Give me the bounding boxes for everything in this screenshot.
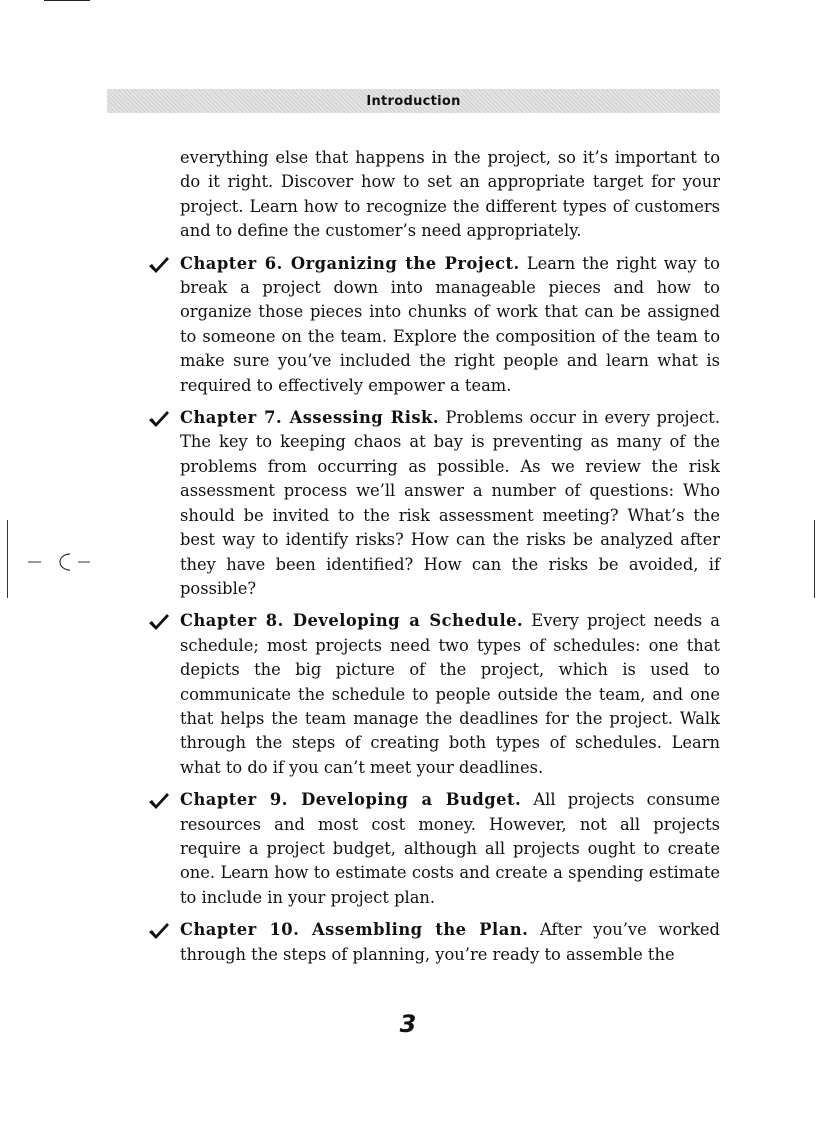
list-item [147,609,720,780]
checkmark-icon [147,255,171,275]
crop-mark-right [814,520,815,598]
crop-mark-left [7,520,8,598]
item-text [180,252,720,398]
item-text [180,406,720,601]
chapter-body: All projects consume resources and most cost money. However, not all projects require a project budget, although all projects ought to create one. Learn how to estimate costs and create a spending estimate to include in your project plan. [180,790,721,907]
chapter-title: Chapter 8. Developing a Schedule. [180,611,524,631]
item-text [180,788,720,910]
checkmark-icon [147,409,171,429]
page-content [147,146,720,975]
list-item [147,788,720,910]
chapter-body: Every project needs a schedule; most projects need two types of schedules: one that depicts the big picture of the project, which is used to communicate the schedule to people outside the team, and one that helps the team manage the deadlines for the project. Walk through the steps of creating both types of schedules. Learn what to do if you can’t meet your deadlines. [180,611,720,777]
list-item [147,918,720,967]
checkmark-icon [147,791,171,811]
intro-paragraph: everything else that happens in the project, so it’s important to do it right. Discover how to set an appropriate target for your project. Learn how to recognize the different types of customers and to define the customer’s need appropriately. [180,148,720,241]
item-text [180,918,720,967]
list-item [147,252,720,398]
item-text [180,609,720,780]
chapter-title: Chapter 9. Developing a Budget. [180,790,522,810]
checkmark-icon [147,612,171,632]
chapter-body: After you’ve worked through the steps of planning, you’re ready to assemble the [180,920,720,964]
crop-mark-top [44,0,90,1]
chapter-title: Chapter 7. Assessing Risk. [180,408,440,428]
chapter-list [147,252,720,967]
header-title: Introduction [366,93,461,109]
registration-mark-icon [28,550,92,574]
chapter-title: Chapter 10. Assembling the Plan. [180,920,529,940]
running-header [107,89,720,113]
chapter-body: Learn the right way to break a project down into manageable pieces and how to organize those pieces into chunks of work that can be assigned to someone on the team. Explore the composition of the team to make sure you’ve included the right people and learn what is required to effectively empower a team. [180,253,720,395]
chapter-title: Chapter 6. Organizing the Project. [180,253,520,273]
list-item [147,406,720,601]
chapter-body: Problems occur in every project. The key to keeping chaos at bay is preventing as many of the problems from occurring as possible. As we review the risk assessment process we’ll answer a number of questions: Who should be invited to the risk assessment meeting? What’s the best way to identify risks? How can the risks be analyzed after they have been identified? How can the risks be avoided, if possible? [180,408,721,598]
checkmark-icon [147,921,171,941]
page-number: 3 [399,1010,417,1038]
